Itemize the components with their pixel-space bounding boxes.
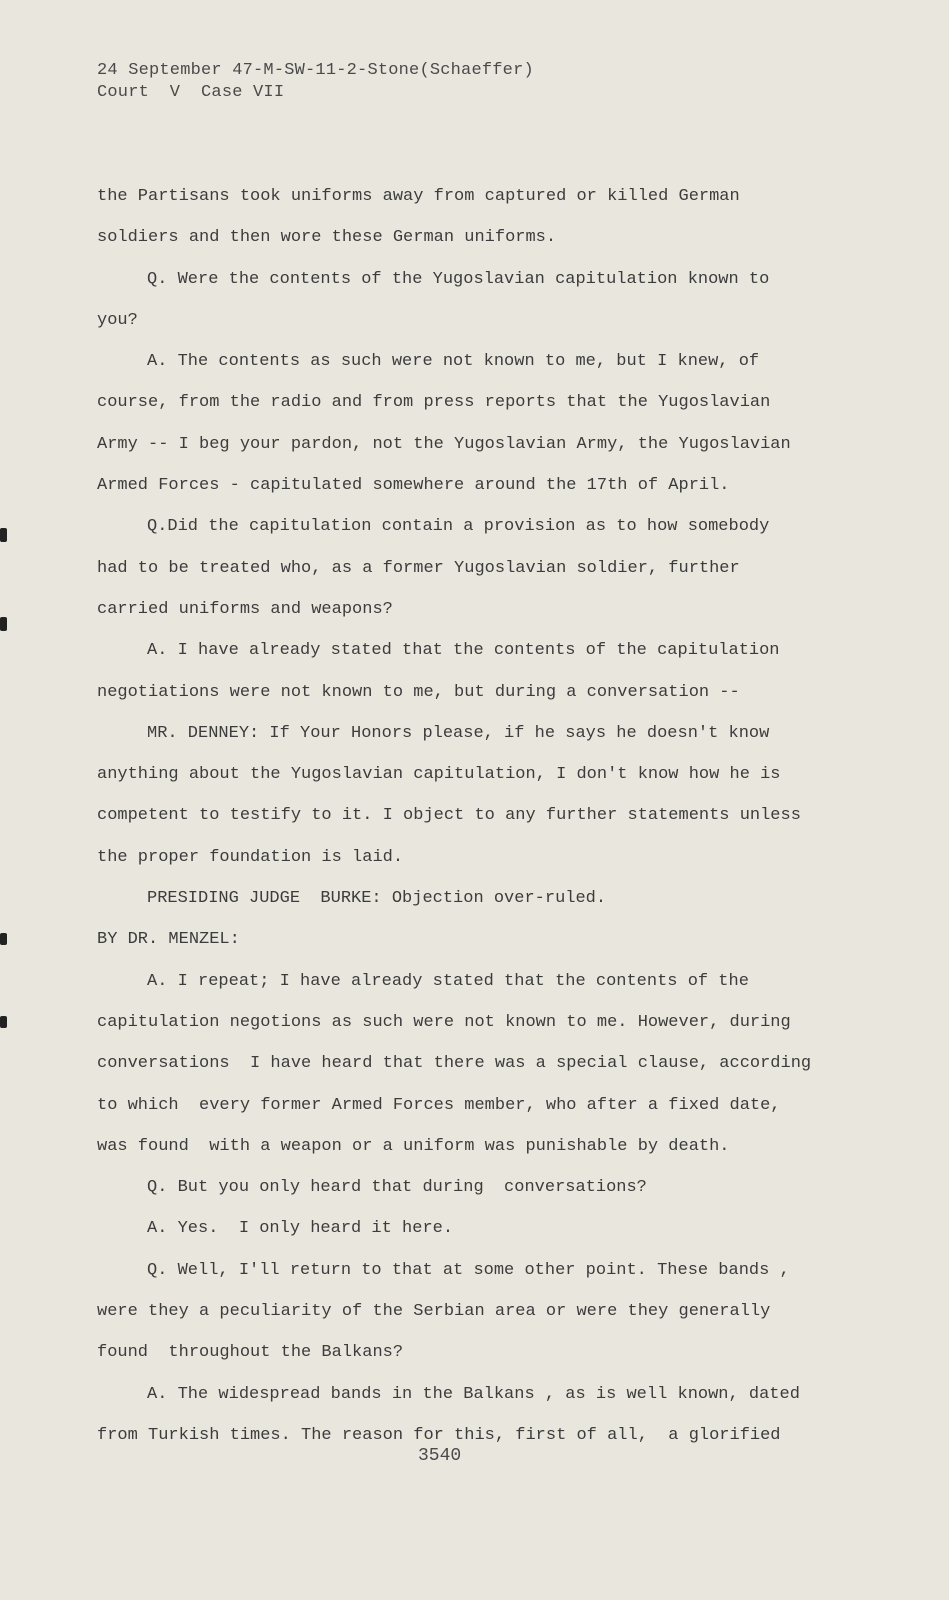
text-line: to which every former Armed Forces member, who after a fixed date, bbox=[97, 1095, 781, 1115]
header-court-line: Court V Case VII bbox=[97, 83, 285, 102]
text-line: you? bbox=[97, 310, 138, 330]
text-line: conversations I have heard that there was a special clause, according bbox=[97, 1054, 812, 1074]
text-line: the Partisans took uniforms away from captured or killed German bbox=[97, 187, 740, 206]
text-line: negotiations were not known to me, but during a conversation -- bbox=[97, 682, 740, 702]
binding-mark bbox=[0, 617, 7, 631]
text-line: were they a peculiarity of the Serbian area or were they generally bbox=[97, 1302, 771, 1322]
text-line: Q.Did the capitulation contain a provision as to how somebody bbox=[147, 517, 770, 537]
text-line: soldiers and then wore these German uniforms. bbox=[97, 228, 557, 248]
text-line: the proper foundation is laid. bbox=[97, 847, 404, 867]
text-line: Q. Were the contents of the Yugoslavian capitulation known to bbox=[147, 269, 770, 289]
binding-mark bbox=[0, 528, 7, 542]
text-line: A. The widespread bands in the Balkans , as is well known, dated bbox=[147, 1384, 800, 1404]
text-line: A. Yes. I only heard it here. bbox=[147, 1219, 454, 1239]
text-line: A. I repeat; I have already stated that the contents of the bbox=[147, 971, 749, 991]
text-line: BY DR. MENZEL: bbox=[97, 930, 240, 950]
text-line: was found with a weapon or a uniform was punishable by death. bbox=[97, 1136, 730, 1156]
text-line: MR. DENNEY: If Your Honors please, if he says he doesn't know bbox=[147, 723, 770, 743]
text-line: A. The contents as such were not known to me, but I knew, of bbox=[147, 352, 760, 372]
transcript-body bbox=[97, 182, 837, 1462]
text-line: from Turkish times. The reason for this, first of all, a glorified bbox=[97, 1425, 781, 1445]
text-line: anything about the Yugoslavian capitulation, I don't know how he is bbox=[97, 765, 781, 785]
document-header bbox=[97, 60, 534, 104]
text-line: Armed Forces - capitulated somewhere around the 17th of April. bbox=[97, 476, 730, 496]
binding-mark bbox=[0, 933, 7, 945]
text-line: found throughout the Balkans? bbox=[97, 1343, 404, 1363]
text-line: had to be treated who, as a former Yugoslavian soldier, further bbox=[97, 558, 740, 578]
text-line: competent to testify to it. I object to any further statements unless bbox=[97, 806, 801, 826]
header-date-line: 24 September 47-M-SW-11-2-Stone(Schaeffer) bbox=[97, 61, 534, 80]
text-line: Q. Well, I'll return to that at some other point. These bands , bbox=[147, 1260, 790, 1280]
text-line: Q. But you only heard that during conversations? bbox=[147, 1178, 647, 1198]
text-line: A. I have already stated that the contents of the capitulation bbox=[147, 641, 780, 661]
text-line: Army -- I beg your pardon, not the Yugoslavian Army, the Yugoslavian bbox=[97, 434, 791, 454]
text-line: course, from the radio and from press reports that the Yugoslavian bbox=[97, 393, 771, 413]
page-number: 3540 bbox=[418, 1446, 462, 1466]
text-line: capitulation negotions as such were not known to me. However, during bbox=[97, 1012, 791, 1032]
text-line: PRESIDING JUDGE BURKE: Objection over-ruled. bbox=[147, 889, 607, 909]
text-line: carried uniforms and weapons? bbox=[97, 599, 393, 619]
binding-mark bbox=[0, 1016, 7, 1028]
